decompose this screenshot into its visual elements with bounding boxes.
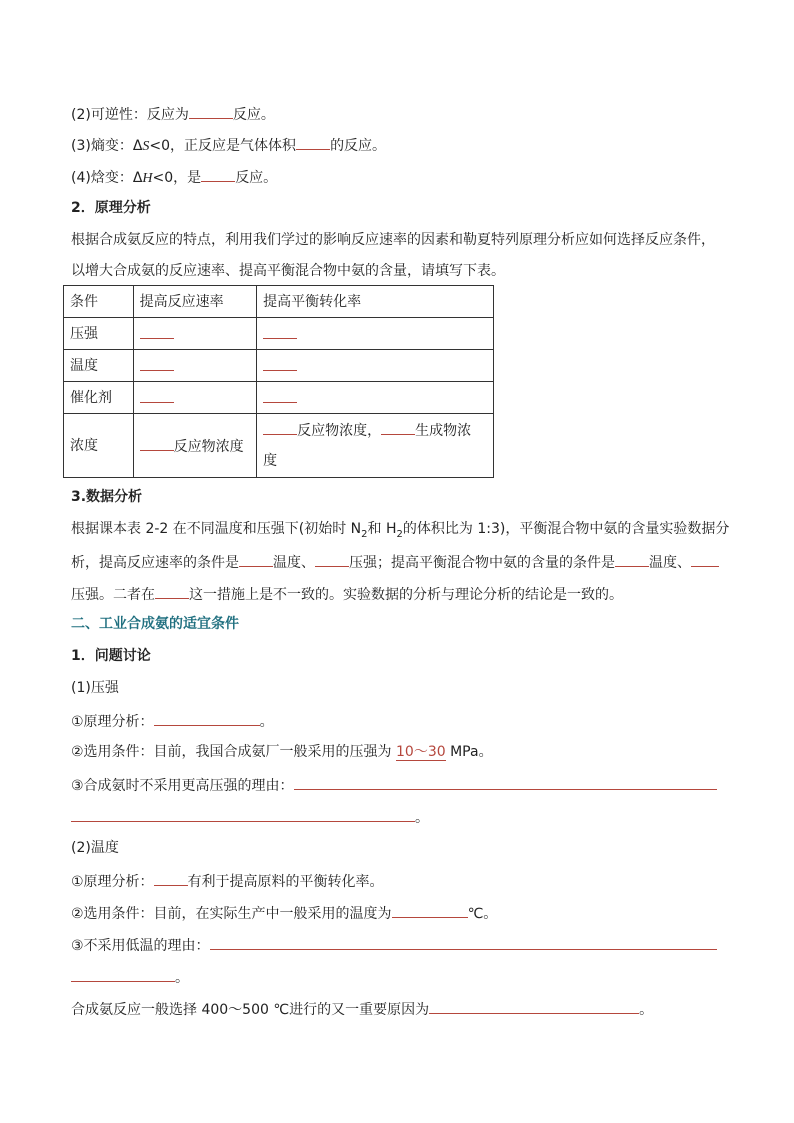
pressure-condition-line xyxy=(71,742,493,762)
answer-blank[interactable] xyxy=(294,774,717,790)
variable: S xyxy=(142,139,150,154)
answer-blank[interactable] xyxy=(381,419,415,435)
temperature-principle-line xyxy=(71,870,384,892)
text: 有利于提高原料的平衡转化率。 xyxy=(187,874,384,890)
text: 的反应。 xyxy=(330,138,387,154)
table-cell xyxy=(257,414,494,478)
text: 温度、 xyxy=(649,555,691,571)
answer-blank[interactable] xyxy=(263,387,297,403)
text: ②选用条件：目前，在实际生产中一般采用的温度为 xyxy=(71,906,392,922)
text: 和 H xyxy=(367,521,397,537)
temperature-reason-line-cont xyxy=(71,966,189,988)
pressure-reason-line-cont xyxy=(71,806,429,828)
conditions-table xyxy=(63,285,494,478)
text: 。 xyxy=(259,714,274,730)
text: 反应。 xyxy=(235,170,278,186)
text: ②选用条件：目前，我国合成氨厂一般采用的压强为 xyxy=(71,744,396,760)
text: 。 xyxy=(175,970,189,986)
temperature-label: (2)温度 xyxy=(71,840,119,856)
enthalpy-line xyxy=(71,166,277,189)
answer-blank[interactable] xyxy=(140,387,174,403)
row-label: 浓度 xyxy=(64,414,134,478)
text: 压强。二者在 xyxy=(71,587,155,603)
answer-blank[interactable] xyxy=(140,323,174,339)
text: MPa。 xyxy=(445,744,493,760)
table-header-row xyxy=(64,286,494,318)
text: 。 xyxy=(639,1002,654,1018)
table-cell xyxy=(133,414,256,478)
text: (2)可逆性：反应为 xyxy=(71,107,189,123)
answer-blank[interactable] xyxy=(429,998,639,1014)
text: 。 xyxy=(415,810,429,826)
answer-blank[interactable] xyxy=(691,551,719,567)
table-header: 提高反应速率 xyxy=(133,286,256,318)
answer-blank[interactable] xyxy=(155,583,189,599)
answer-blank[interactable] xyxy=(263,355,297,371)
table-cell xyxy=(257,350,494,382)
answer-blank[interactable] xyxy=(392,902,468,918)
table-row xyxy=(64,350,494,382)
answer-blank[interactable] xyxy=(615,551,649,567)
pressure-principle-line xyxy=(71,710,274,732)
table-cell xyxy=(257,318,494,350)
text: <0，是 xyxy=(152,170,202,186)
row-label: 压强 xyxy=(64,318,134,350)
table-cell xyxy=(133,350,256,382)
cell-text: 反应物浓度， xyxy=(297,422,382,439)
row-label: 催化剂 xyxy=(64,382,134,414)
answer-blank[interactable] xyxy=(210,934,717,950)
text: (4)焓变：Δ xyxy=(71,170,143,186)
cell-text: 反应物浓度 xyxy=(173,438,244,455)
cell-text: 度 xyxy=(263,452,278,469)
discussion-heading: 1．问题讨论 xyxy=(71,648,151,664)
reversibility-line xyxy=(71,103,275,125)
table-cell xyxy=(257,382,494,414)
answer-blank[interactable] xyxy=(71,806,415,822)
text: 析，提高反应速率的条件是 xyxy=(71,555,239,571)
table-row xyxy=(64,382,494,414)
data-analysis-line2 xyxy=(71,551,719,573)
cell-text: 生成物浓 xyxy=(415,422,472,439)
answer-blank[interactable] xyxy=(201,166,235,182)
subscript: 2 xyxy=(396,528,403,540)
text: 反应。 xyxy=(232,107,275,123)
final-question-line xyxy=(71,998,653,1020)
temperature-reason-line xyxy=(71,934,717,956)
answer-blank[interactable] xyxy=(189,103,233,119)
answer-blank[interactable] xyxy=(263,323,297,339)
table-row xyxy=(64,414,494,478)
temperature-condition-line xyxy=(71,902,497,924)
table-cell xyxy=(133,318,256,350)
entropy-line xyxy=(71,134,386,157)
answer-text: 10～30 xyxy=(396,744,446,760)
table-row xyxy=(64,318,494,350)
text: ①原理分析： xyxy=(71,714,154,730)
table-header: 提高平衡转化率 xyxy=(257,286,494,318)
text: ③不采用低温的理由： xyxy=(71,938,210,954)
table-cell xyxy=(133,382,256,414)
pressure-reason-line xyxy=(71,774,717,796)
principle-paragraph-line1: 根据合成氨反应的特点，利用我们学过的影响反应速率的因素和勒夏特列原理分析应如何选择反应条件， xyxy=(71,232,715,248)
answer-blank[interactable] xyxy=(71,966,175,982)
text: 的体积比为 1:3)，平衡混合物中氨的含量实验数据分 xyxy=(402,521,730,537)
pressure-label: (1)压强 xyxy=(71,680,119,696)
section-title: 二、工业合成氨的适宜条件 xyxy=(71,616,239,632)
row-label: 温度 xyxy=(64,350,134,382)
answer-blank[interactable] xyxy=(154,710,260,726)
answer-blank[interactable] xyxy=(296,134,330,150)
text: ③合成氨时不采用更高压强的理由： xyxy=(71,778,294,794)
answer-blank[interactable] xyxy=(140,355,174,371)
data-analysis-line3 xyxy=(71,583,623,605)
text: (3)熵变：Δ xyxy=(71,138,143,154)
answer-blank[interactable] xyxy=(315,551,349,567)
answer-blank[interactable] xyxy=(140,435,174,451)
data-analysis-line1 xyxy=(71,519,729,545)
text: <0，正反应是气体体积 xyxy=(149,138,297,154)
answer-blank[interactable] xyxy=(263,419,297,435)
principle-heading: 2．原理分析 xyxy=(71,200,151,216)
text: 根据课本表 2-2 在不同温度和压强下(初始时 N xyxy=(71,521,362,537)
variable: H xyxy=(142,171,153,186)
subscript: 2 xyxy=(361,528,368,540)
principle-paragraph-line2: 以增大合成氨的反应速率、提高平衡混合物中氨的含量，请填写下表。 xyxy=(71,263,505,279)
data-analysis-heading: 3.数据分析 xyxy=(71,489,143,505)
answer-blank[interactable] xyxy=(154,870,188,886)
text: 合成氨反应一般选择 400～500 ℃进行的又一重要原因为 xyxy=(71,1002,430,1018)
text: ℃。 xyxy=(467,906,498,922)
text: 压强；提高平衡混合物中氨的含量的条件是 xyxy=(349,555,615,571)
table-header: 条件 xyxy=(64,286,134,318)
text: 这一措施上是不一致的。实验数据的分析与理论分析的结论是一致的。 xyxy=(189,587,623,603)
text: ①原理分析： xyxy=(71,874,154,890)
text: 温度、 xyxy=(273,555,315,571)
answer-blank[interactable] xyxy=(239,551,273,567)
